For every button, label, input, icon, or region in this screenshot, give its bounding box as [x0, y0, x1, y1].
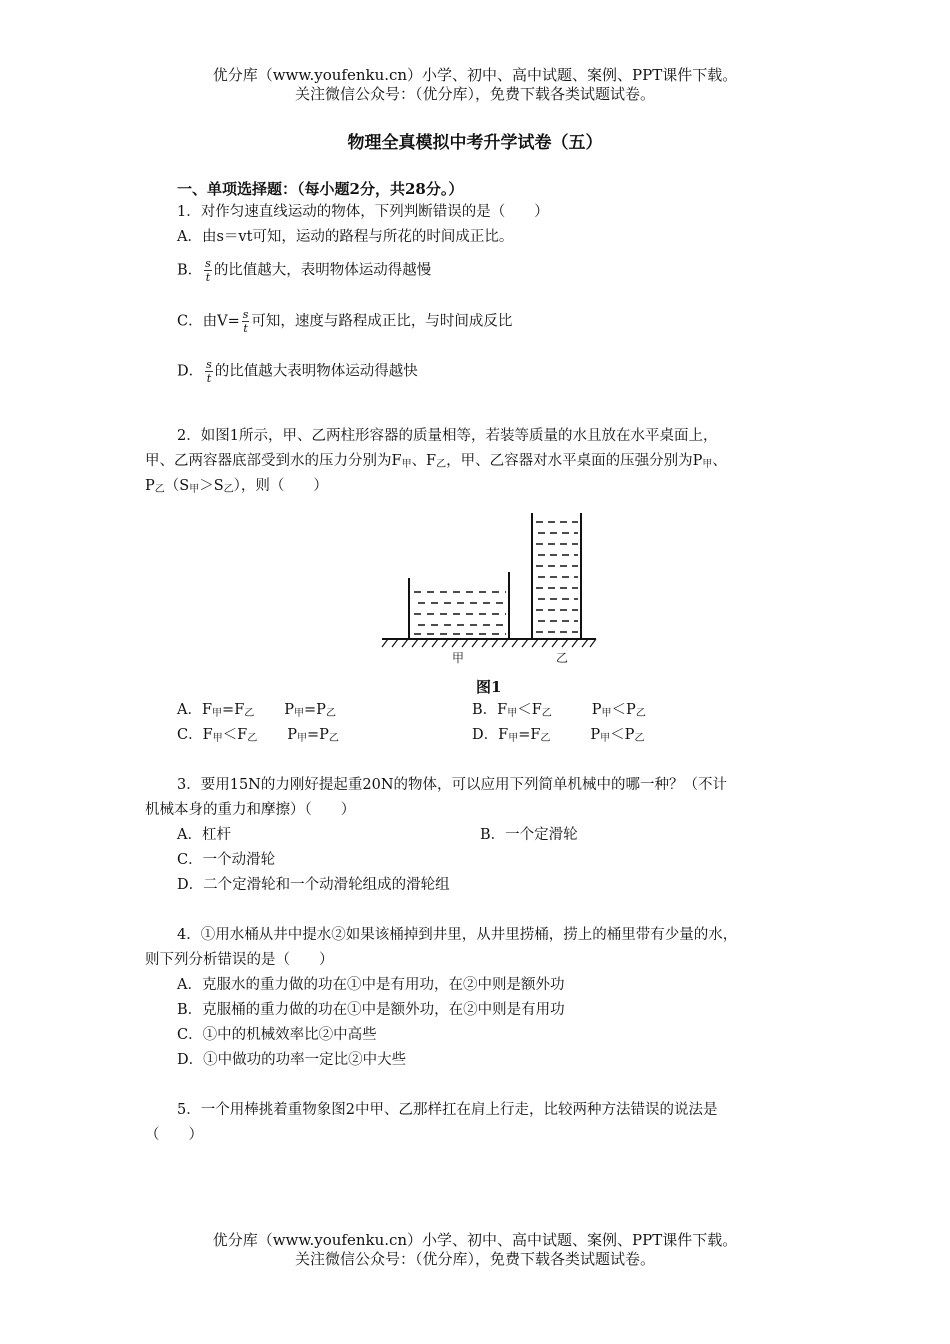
- q4-option-d: D．①中做功的功率一定比②中大些: [177, 1052, 407, 1068]
- q1-option-c: C．由V= $\frac{s}{t}$ 可知，速度与路程成正比，与时间成反比: [177, 308, 513, 335]
- label-jia: 甲: [452, 651, 465, 665]
- q1-option-d: D． $\frac{s}{t}$ 的比值越大表明物体运动得越快: [177, 358, 418, 385]
- q3-option-b: B．一个定滑轮: [480, 827, 578, 843]
- q4-line-1: 4．①用水桶从井中提水②如果该桶掉到井里，从井里捞桶，捞上的桶里带有少量的水，: [177, 927, 738, 943]
- q2-option-b: B．F甲＜F乙 P甲＜P乙: [472, 702, 646, 719]
- q5-line-1: 5．一个用棒挑着重物象图2中甲、乙那样扛在肩上行走，比较两种方法错误的说法是: [177, 1102, 718, 1118]
- q3-option-a: A．杠杆: [177, 827, 231, 843]
- q3-option-d: D．二个定滑轮和一个动滑轮组成的滑轮组: [177, 877, 450, 893]
- header-line-1: 优分库（www.youfenku.cn）小学、初中、高中试题、案例、PPT课件下载。: [212, 66, 738, 84]
- q3-line-1: 3．要用15N的力刚好提起重20N的物体，可以应用下列简单机械中的哪一种？（不计: [177, 777, 727, 793]
- fraction-s-over-t: $\frac{s}{t}$: [205, 257, 211, 284]
- q2-line-1: 2．如图1所示，甲、乙两柱形容器的质量相等，若装等质量的水且放在水平桌面上，: [177, 428, 718, 444]
- q4-line-2: 则下列分析错误的是（ ）: [145, 952, 334, 968]
- q1-stem: 1．对作匀速直线运动的物体，下列判断错误的是（ ）: [177, 204, 549, 220]
- fraction-s-over-t: $\frac{s}{t}$: [206, 358, 212, 385]
- container-jia: [409, 572, 509, 638]
- figure-1-containers: [378, 508, 600, 668]
- q4-option-b: B．克服桶的重力做的功在①中是额外功，在②中则是有用功: [177, 1002, 565, 1018]
- container-yi: [532, 513, 581, 638]
- q2-option-a: A．F甲=F乙 P甲=P乙: [177, 702, 336, 719]
- q2-option-d: D．F甲=F乙 P甲＜P乙: [472, 727, 645, 744]
- header-line-2: 关注微信公众号：（优分库），免费下载各类试题试卷。: [294, 85, 655, 103]
- page-title: 物理全真模拟中考升学试卷（五）: [347, 133, 603, 153]
- section-heading: 一、单项选择题：（每小题2分，共28分。）: [177, 180, 464, 198]
- q2-line-2: 甲、乙两容器底部受到水的压力分别为F甲、F乙，甲、乙容器对水平桌面的压强分别为P甲、: [145, 453, 727, 470]
- label-yi: 乙: [556, 651, 569, 665]
- q2-line-3: P乙（S甲＞S乙），则（ ）: [145, 478, 328, 495]
- fraction-s-over-t: $\frac{s}{t}$: [242, 308, 249, 335]
- q3-line-2: 机械本身的重力和摩擦）（ ）: [145, 802, 356, 818]
- q4-option-a: A．克服水的重力做的功在①中是有用功，在②中则是额外功: [177, 977, 565, 993]
- q1-option-a: A．由s＝vt可知，运动的路程与所花的时间成正比。: [177, 229, 514, 245]
- q5-line-2: （ ）: [145, 1127, 203, 1143]
- figure-1-caption: 图1: [476, 678, 502, 696]
- table-surface: [382, 639, 596, 647]
- q2-option-c: C．F甲＜F乙 P甲=P乙: [177, 727, 339, 744]
- footer-line-2: 关注微信公众号：（优分库），免费下载各类试题试卷。: [294, 1250, 655, 1268]
- q4-option-c: C．①中的机械效率比②中高些: [177, 1027, 377, 1043]
- q1-option-b: B． $\frac{s}{t}$ 的比值越大，表明物体运动得越慢: [177, 257, 432, 284]
- q3-option-c: C．一个动滑轮: [177, 852, 276, 868]
- footer-line-1: 优分库（www.youfenku.cn）小学、初中、高中试题、案例、PPT课件下载。: [212, 1231, 738, 1249]
